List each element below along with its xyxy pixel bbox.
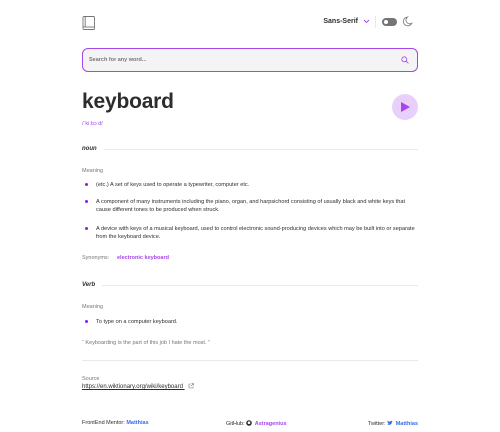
list-item [82, 225, 418, 241]
footer [82, 420, 418, 428]
search-icon[interactable] [401, 56, 409, 64]
list-item [82, 181, 418, 189]
definition-text: A device with keys of a musical keyboard, used to control electronic sound-producing devices which may be built into or separate from the keyboard device. [96, 226, 415, 240]
word-title: keyboard [82, 90, 174, 113]
footer-twitter-prefix: Twitter: [367, 421, 386, 427]
footer-github [226, 420, 287, 427]
play-audio-button[interactable] [392, 94, 418, 120]
font-family-select[interactable] [323, 18, 370, 25]
search-input[interactable] [89, 49, 389, 71]
list-item [82, 198, 418, 214]
synonyms-label-text: Synonyms [82, 255, 108, 261]
github-icon [246, 420, 252, 426]
synonyms-label: Synonyms: [82, 255, 110, 261]
part-of-speech-verb: Verb [82, 282, 96, 288]
source-url: https://en.wiktionary.org/wiki/keyboard [82, 384, 183, 390]
part-of-speech-noun: noun [82, 146, 97, 152]
frontend-mentor-link[interactable]: Matthias [126, 420, 149, 426]
header-divider [375, 16, 376, 28]
source-link[interactable] [82, 383, 194, 390]
example-quote: “ Keyboarding is the part of this job I hate the most. ” [82, 340, 210, 346]
definition-text: (etc.) A set of keys used to operate a typewriter, computer etc. [96, 182, 250, 188]
source-label: Source [82, 376, 100, 382]
synonym-link[interactable]: electronic keyboard [117, 255, 169, 261]
book-icon[interactable] [82, 16, 96, 30]
verb-meaning-label: Meaning [82, 304, 104, 310]
verb-divider [102, 285, 418, 286]
bullet [85, 200, 88, 203]
search-bar [82, 48, 418, 72]
source-divider [82, 360, 418, 361]
twitter-link[interactable]: Matthias [395, 421, 418, 427]
bullet [85, 227, 88, 230]
footer-twitter [368, 420, 418, 427]
external-link-icon [188, 383, 194, 389]
phonetic: /ˈkiːbɔːd/ [82, 121, 103, 127]
twitter-icon [387, 420, 393, 426]
chevron-down-icon [363, 18, 370, 25]
theme-toggle[interactable] [382, 18, 397, 26]
github-link[interactable]: Astragenius [254, 421, 287, 427]
bullet [85, 320, 88, 323]
footer-github-prefix: GitHub: [226, 421, 245, 427]
footer-frontend [82, 420, 149, 426]
font-family-label: Sans-Serif [323, 18, 358, 25]
play-icon [401, 102, 410, 112]
list-item [82, 318, 418, 326]
noun-meaning-label: Meaning [82, 168, 104, 174]
definition-text: A component of many instruments including the piano, organ, and harpsichord consisting of usually black and white keys that cause different tones to be produced when struck. [96, 199, 406, 213]
footer-frontend-prefix: FrontEnd Mentor: [82, 420, 125, 426]
toggle-knob [384, 20, 388, 24]
moon-icon [403, 16, 413, 27]
bullet [85, 183, 88, 186]
noun-divider [104, 149, 418, 150]
definition-text: To type on a computer keyboard. [96, 319, 178, 325]
header [82, 16, 418, 30]
